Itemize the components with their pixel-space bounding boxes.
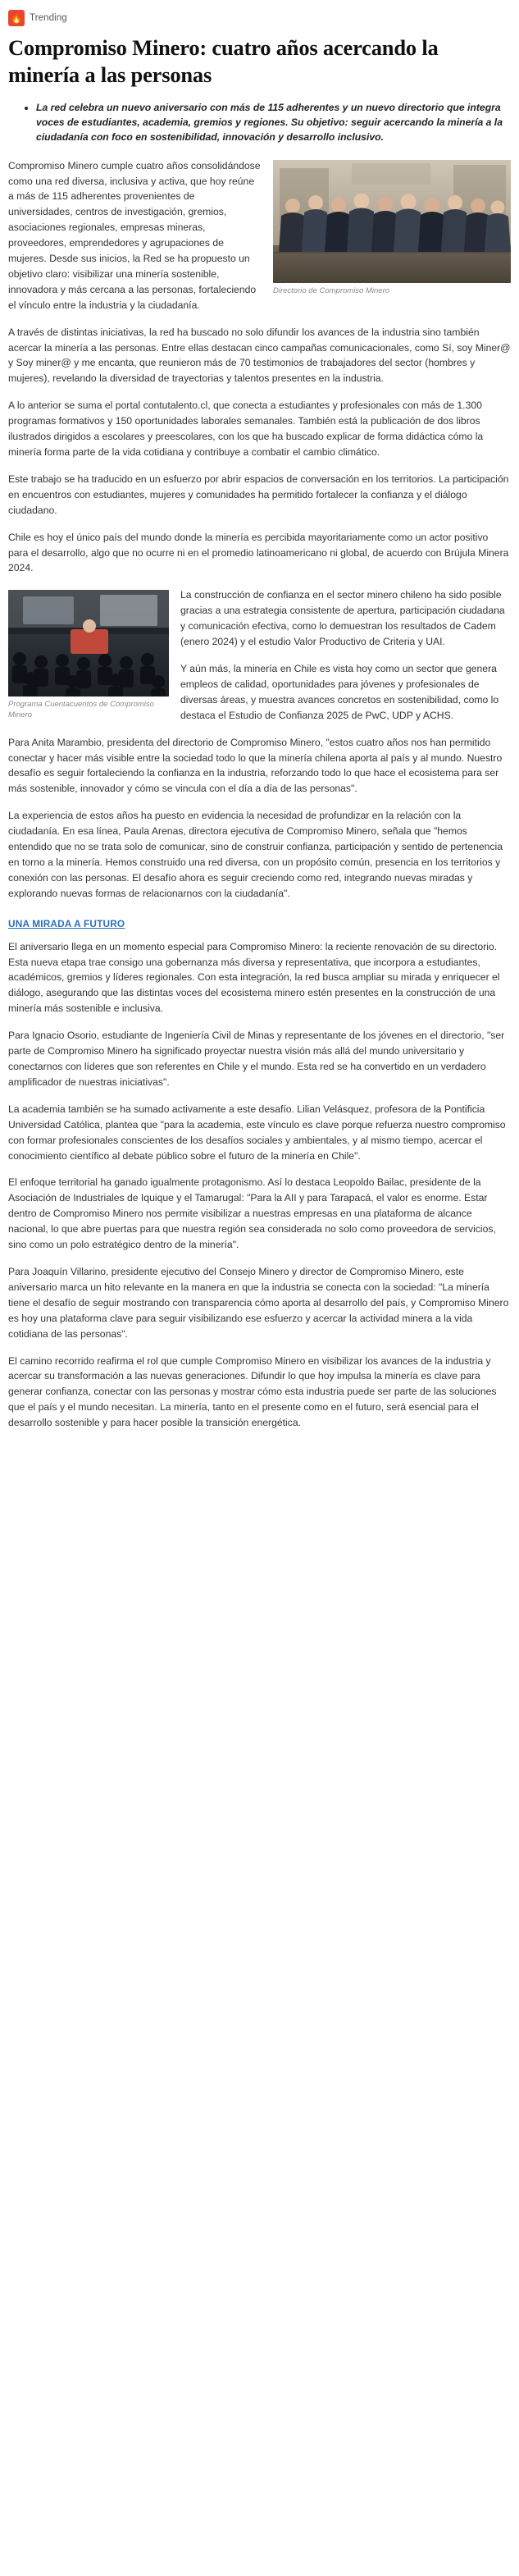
section-heading-una-mirada-a-futuro[interactable]: UNA MIRADA A FUTURO — [8, 917, 125, 929]
paragraph-2: A través de distintas iniciativas, la red ha buscado no solo difundir los avances de la industria sino también acercar la minería a las personas. Entre ellas destacan cinco campañas comunicacionales, como Sí, soy Miner@ y Soy miner@ y me encanta, que reunieron más de 70 testimonios de trabajadores del sector (hombres y mujeres), revelando la diversidad de trayectorias y talentos presentes en la industria. — [8, 326, 511, 385]
paragraph-11: Para Ignacio Osorio, estudiante de Ingeniería Civil de Minas y representante de los jóvenes en el directorio, "ser parte de Compromiso Minero ha significado proyectar nuestra visión más allá del mundo universitario y conectarnos con líderes que son referentes en Chile y el mundo. Esta red se ha convertido en un verdadero amplificador de nuestras iniciativas". — [8, 1030, 505, 1088]
paragraph-14: Para Joaquín Villarino, presidente ejecutivo del Consejo Minero y director de Compromiso Minero, este aniversario marca un hito relevante en la manera en que la industria se conecta con la sociedad: "La minería tiene el desafío de seguir mostrando con transparencia cómo aporta al desarrollo del país, y Compromiso Minero es hoy una plataforma clave para seguir visibilizando ese esfuerzo y acercar la actividad minera a la vida cotidiana de las personas". — [8, 1265, 509, 1340]
board-photo-image — [273, 160, 511, 283]
paragraph-4: Este trabajo se ha traducido en un esfuerzo por abrir espacios de conversación en los territorios. La participación en encuentros con estudiantes, mujeres y comunidades ha permitido fortalecer la confianza y el diálogo ciudadano. — [8, 473, 509, 516]
lead-bullet-list — [8, 100, 511, 145]
storytelling-photo-caption: Programa Cuentacuentos de Compromiso Minero — [8, 700, 154, 719]
board-photo-caption: Directorio de Compromiso Minero — [273, 285, 390, 295]
paragraph-9: La experiencia de estos años ha puesto en evidencia la necesidad de profundizar en la relación con la ciudadanía. En esa línea, Paula Arenas, directora ejecutiva de Compromiso Minero, señala que "hemos entendido que no se trata solo de comunicar, sino de construir confianza, participación y sentido de pertenencia en torno a la minería. Hemos construido una red diversa, con un propósito común, presencia en los territorios y conexión con las personas. El desafío ahora es seguir creciendo como red, integrando nuevas miradas y explorando nuevas formas de relacionarnos con la ciudadanía". — [8, 810, 503, 899]
lead-bullet: • La red celebra un nuevo aniversario con más de 115 adherentes y un nuevo directorio que integra voces de estudiantes, academia, gremios y regiones. Su objetivo: seguir acercando la minería a la ciudadanía con foco en sostenibilidad, innovación y desarrollo inclusivo. — [36, 100, 511, 145]
paragraph-13: El enfoque territorial ha ganado igualmente protagonismo. Así lo destaca Leopoldo Bailac, presidente de la Asociación de Industriales de Iquique y el Tamarugal: "Para la AII y para Tarapacá, el valor es enorme. Estar dentro de Compromiso Minero nos permite visibilizar a nuestras empresas en una plataforma de alcance nacional, lo que abre puertas para que nuestra región sea considerada no solo como proveedora de servicios, sino como un polo estratégico dentro de la minería". — [8, 1176, 496, 1251]
paragraph-1: Compromiso Minero cumple cuatro años consolidándose como una red diversa, inclusiva y activa, que hoy reúne a más de 115 adherentes provenientes de universidades, centros de investigación, gremios, asociaciones regionales, empresas mineras, proveedores, emprendedores y agrupaciones de mujeres. Desde sus inicios, la Red se ha propuesto un objetivo claro: visibilizar una minería sostenible, innovadora y más cercana a las personas, fortaleciendo el vínculo entre la industria y la ciudadanía. — [8, 159, 261, 311]
trending-label: Trending — [30, 13, 67, 23]
paragraph-12: La academia también se ha sumado activamente a este desafío. Lilian Velásquez, profesora de la Pontificia Universidad Católica, plantea que "para la academia, este vínculo es clave porque refuerza nuestro compromiso con formar profesionales conscientes de los desafíos sociales y ambientales, y al mismo tiempo, acercar el conocimiento científico al debate público sobre el futuro de la minería en Chile". — [8, 1103, 506, 1162]
paragraph-10: El aniversario llega en un momento especial para Compromiso Minero: la reciente renovación de su directorio. Esta nueva etapa trae consigo una gobernanza más diversa y representativa, que incorpora a estudiantes, académicos, gremios y líderes regionales. Con esta integración, la red busca ampliar su mirada y enriquecer el diálogo, asegurando que las distintas voces del ecosistema minero estén presentes en la construcción de una minería más sostenible e inclusiva. — [8, 940, 500, 1015]
flame-icon: 🔥 — [8, 10, 25, 26]
figure-board-photo — [273, 160, 511, 296]
paragraph-7: Y aún más, la minería en Chile es vista hoy como un sector que genera empleos de calidad, oportunidades para jóvenes y profesionales de diversas áreas, y muestra avances concretos en sostenibilidad, como lo destaca el Estudio de Confianza 2025 de PwC, UDP y ACHS. — [180, 662, 499, 721]
figure-storytelling-photo — [8, 590, 169, 720]
paragraph-5: Chile es hoy el único país del mundo donde la minería es percibida mayoritariamente como un actor positivo para el desarrollo, algo que no ocurre ni en el promedio latinoamericano ni global, de acuerdo con Brújula Minera 2024. — [8, 531, 509, 574]
trending-badge — [8, 10, 511, 26]
paragraph-3: A lo anterior se suma el portal contutalento.cl, que conecta a estudiantes y profesionales con más de 1.300 programas formativos y 150 oportunidades laborales semanales. También está la publicación de dos libros ilustrados dirigidos a escolares y preescolares, con los que ha buscado explicar de forma didáctica cómo la minería forma parte de la vida cotidiana y contribuye a combatir el cambio climático. — [8, 400, 484, 459]
paragraph-15: El camino recorrido reafirma el rol que cumple Compromiso Minero en visibilizar los avances de la industria y acercar su transformación a las nuevas generaciones. Difundir lo que hoy impulsa la minería es clave para generar confianza, conectar con las personas y mostrar cómo esta industria puede ser parte de las soluciones que el país y el mundo necesitan. La minería, tanto en el presente como en el futuro, será esencial para el desarrollo sostenible y para hacer posible la transición energética. — [8, 1354, 497, 1429]
storytelling-photo-image — [8, 590, 169, 697]
paragraph-6: La construcción de confianza en el sector minero chileno ha sido posible gracias a una estrategia consistente de apertura, participación ciudadana y comunicación efectiva, como lo demuestran los resultados de Cadem (enero 2024) y el estudio Valor Productivo de Criteria y UAI. — [180, 589, 505, 648]
paragraph-8: Para Anita Marambio, presidenta del directorio de Compromiso Minero, "estos cuatro años nos han permitido conectar y hacer más visible entre la sociedad todo lo que la minería chilena aporta al país y al mundo. Nuestro desafío es seguir fortaleciendo la confianza en la industria, reforzando todo lo que hace el ecosistema para ser más sostenible, innovador y cómo se vincula con el día a día de las personas". — [8, 736, 503, 795]
page-title: Compromiso Minero: cuatro años acercando la minería a las personas — [8, 35, 439, 87]
